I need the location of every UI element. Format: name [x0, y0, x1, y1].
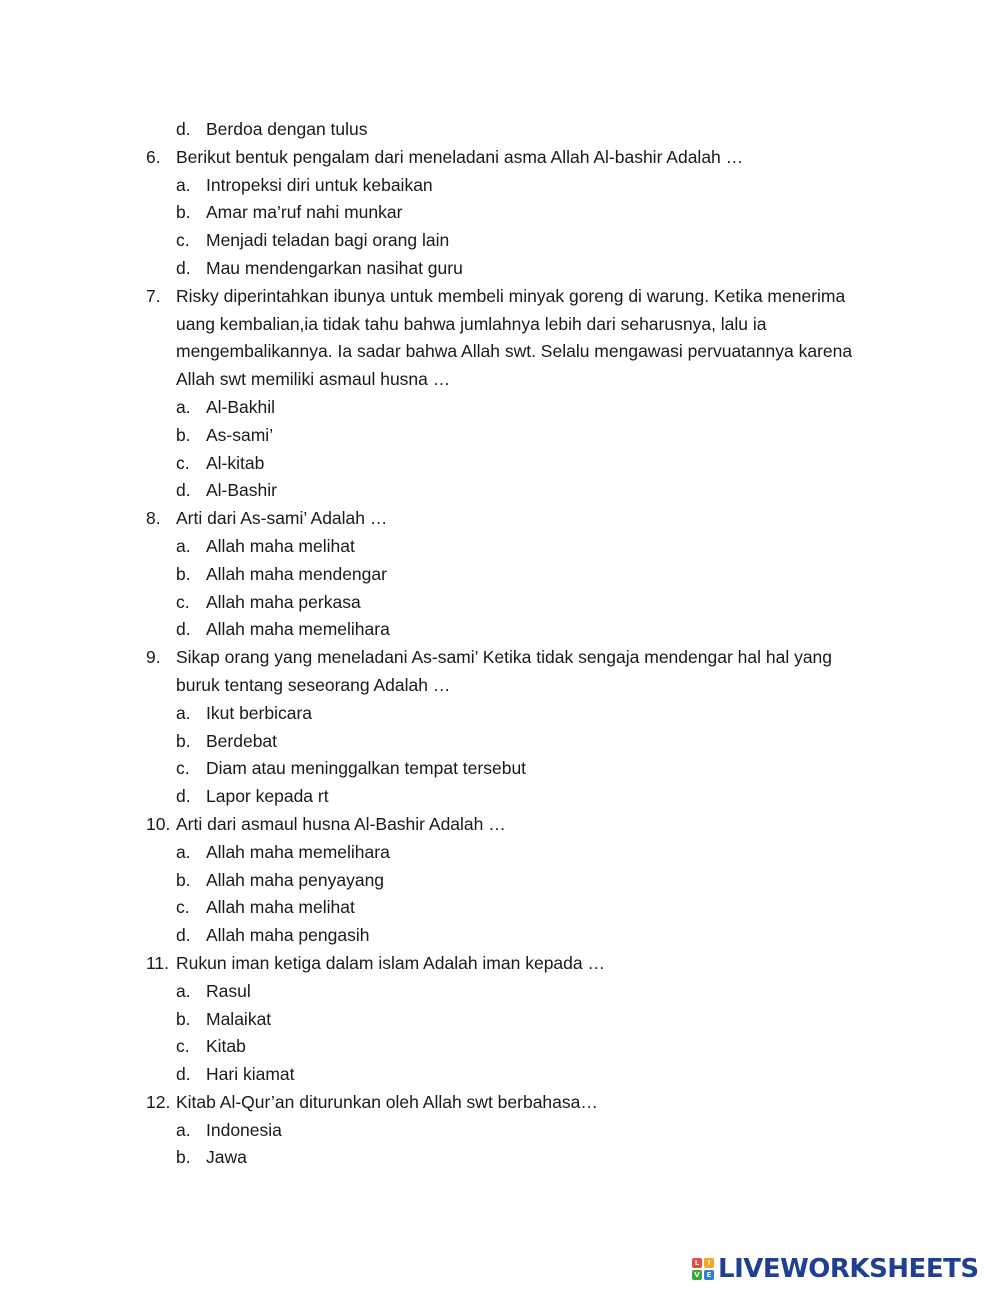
question-row: [0, 1089, 1000, 1117]
option-letter: b.: [176, 869, 191, 890]
answer-option: [0, 922, 1000, 950]
option-text: Al-Bashir: [206, 480, 277, 501]
option-text: Allah maha melihat: [206, 535, 355, 556]
option-text: Indonesia: [206, 1119, 282, 1140]
option-text: Ikut berbicara: [206, 702, 313, 723]
liveworksheets-logo-text: LIVEWORKSHEETS: [718, 1254, 979, 1284]
logo-icon-tile: I: [704, 1258, 714, 1268]
option-text: As-sami’: [206, 424, 274, 445]
option-letter: b.: [176, 563, 191, 584]
option-text: Allah maha mendengar: [206, 563, 387, 584]
question-text: Sikap orang yang meneladani As-sami’ Ketika tidak sengaja mendengar hal hal yang: [176, 647, 833, 668]
question-text-continuation: mengembalikannya. Ia sadar bahwa Allah swt. Selalu mengawasi pervuatannya karena: [176, 341, 853, 362]
question-number: 10.: [146, 813, 171, 834]
logo-icon-tile: L: [692, 1258, 702, 1268]
answer-option: [0, 728, 1000, 756]
option-text: Rasul: [206, 980, 251, 1001]
question-continuation-row: [0, 311, 1000, 339]
question-text: Arti dari asmaul husna Al-Bashir Adalah …: [176, 813, 506, 834]
answer-option: [0, 1033, 1000, 1061]
option-letter: a.: [176, 396, 191, 417]
option-letter: d.: [176, 480, 191, 501]
option-letter: a.: [176, 702, 191, 723]
question-number: 9.: [146, 647, 161, 668]
option-text: Hari kiamat: [206, 1064, 295, 1085]
question-continuation-row: [0, 672, 1000, 700]
option-text: Jawa: [206, 1147, 247, 1168]
logo-icon-tile: V: [692, 1270, 702, 1280]
option-text: Intropeksi diri untuk kebaikan: [206, 174, 433, 195]
option-letter: a.: [176, 980, 191, 1001]
option-text: Amar ma’ruf nahi munkar: [206, 202, 403, 223]
option-text: Kitab: [206, 1036, 246, 1057]
worksheet-page: [0, 116, 1000, 1172]
option-letter: d.: [176, 619, 191, 640]
answer-option: [0, 978, 1000, 1006]
question-row: [0, 950, 1000, 978]
answer-option: [0, 589, 1000, 617]
option-letter: b.: [176, 730, 191, 751]
answer-option: [0, 700, 1000, 728]
question-row: [0, 144, 1000, 172]
question-text: Rukun iman ketiga dalam islam Adalah iman kepada …: [176, 952, 605, 973]
option-letter: c.: [176, 897, 190, 918]
option-letter: c.: [176, 758, 190, 779]
answer-option: [0, 533, 1000, 561]
question-text: Kitab Al-Qur’an diturunkan oleh Allah swt berbahasa…: [176, 1091, 598, 1112]
question-number: 6.: [146, 146, 161, 167]
answer-option: [0, 1144, 1000, 1172]
question-number: 8.: [146, 508, 161, 529]
option-text: Malaikat: [206, 1008, 272, 1029]
answer-option: [0, 894, 1000, 922]
answer-option: [0, 227, 1000, 255]
liveworksheets-logo-icon: [692, 1258, 714, 1280]
logo-icon-tile: E: [704, 1270, 714, 1280]
option-letter: b.: [176, 1008, 191, 1029]
question-continuation-row: [0, 338, 1000, 366]
answer-option: [0, 867, 1000, 895]
answer-option: [0, 422, 1000, 450]
option-letter: d.: [176, 786, 191, 807]
option-letter: a.: [176, 841, 191, 862]
option-letter: c.: [176, 591, 190, 612]
question-text: Arti dari As-sami’ Adalah …: [176, 508, 388, 529]
option-text: Berdebat: [206, 730, 278, 751]
option-letter: a.: [176, 1119, 191, 1140]
liveworksheets-logo: [692, 1254, 979, 1284]
answer-option: [0, 839, 1000, 867]
option-text: Al-Bakhil: [206, 396, 276, 417]
option-letter: d.: [176, 1064, 191, 1085]
option-letter: c.: [176, 230, 190, 251]
option-letter: a.: [176, 535, 191, 556]
option-text: Berdoa dengan tulus: [206, 119, 368, 139]
option-text: Allah maha melihat: [206, 897, 355, 918]
option-letter: d.: [176, 925, 191, 946]
answer-option: [0, 199, 1000, 227]
question-row: [0, 505, 1000, 533]
question-number: 7.: [146, 285, 161, 306]
question-continuation-row: [0, 366, 1000, 394]
answer-option: [0, 783, 1000, 811]
answer-option: [0, 255, 1000, 283]
option-letter: b.: [176, 424, 191, 445]
option-text: Allah maha perkasa: [206, 591, 361, 612]
question-text: Risky diperintahkan ibunya untuk membeli minyak goreng di warung. Ketika menerima: [176, 285, 846, 306]
question-text: Berikut bentuk pengalam dari meneladani asma Allah Al-bashir Adalah …: [176, 146, 744, 167]
option-text: Menjadi teladan bagi orang lain: [206, 230, 450, 251]
answer-option: [0, 116, 1000, 144]
answer-option: [0, 394, 1000, 422]
answer-option: [0, 616, 1000, 644]
option-letter: c.: [176, 1036, 190, 1057]
answer-option: [0, 561, 1000, 589]
option-letter: b.: [176, 1147, 191, 1168]
question-text-continuation: Allah swt memiliki asmaul husna …: [176, 369, 451, 390]
option-letter: d.: [176, 257, 191, 278]
option-letter: a.: [176, 174, 191, 195]
question-row: [0, 283, 1000, 311]
option-letter: c.: [176, 452, 190, 473]
answer-option: [0, 1061, 1000, 1089]
question-row: [0, 644, 1000, 672]
option-text: Allah maha memelihara: [206, 841, 390, 862]
option-text: Diam atau meninggalkan tempat tersebut: [206, 758, 527, 779]
question-number: 11.: [146, 952, 170, 973]
option-letter: d.: [176, 119, 191, 139]
option-text: Al-kitab: [206, 452, 265, 473]
answer-option: [0, 172, 1000, 200]
option-text: Lapor kepada rt: [206, 786, 329, 807]
option-text: Allah maha memelihara: [206, 619, 390, 640]
question-text-continuation: buruk tentang seseorang Adalah …: [176, 674, 451, 695]
question-row: [0, 811, 1000, 839]
option-text: Allah maha pengasih: [206, 925, 370, 946]
answer-option: [0, 755, 1000, 783]
question-number: 12.: [146, 1091, 171, 1112]
answer-option: [0, 1117, 1000, 1145]
answer-option: [0, 450, 1000, 478]
option-letter: b.: [176, 202, 191, 223]
answer-option: [0, 477, 1000, 505]
option-text: Mau mendengarkan nasihat guru: [206, 257, 463, 278]
option-text: Allah maha penyayang: [206, 869, 385, 890]
answer-option: [0, 1006, 1000, 1034]
question-text-continuation: uang kembalian,ia tidak tahu bahwa jumlahnya lebih dari seharusnya, lalu ia: [176, 313, 767, 334]
